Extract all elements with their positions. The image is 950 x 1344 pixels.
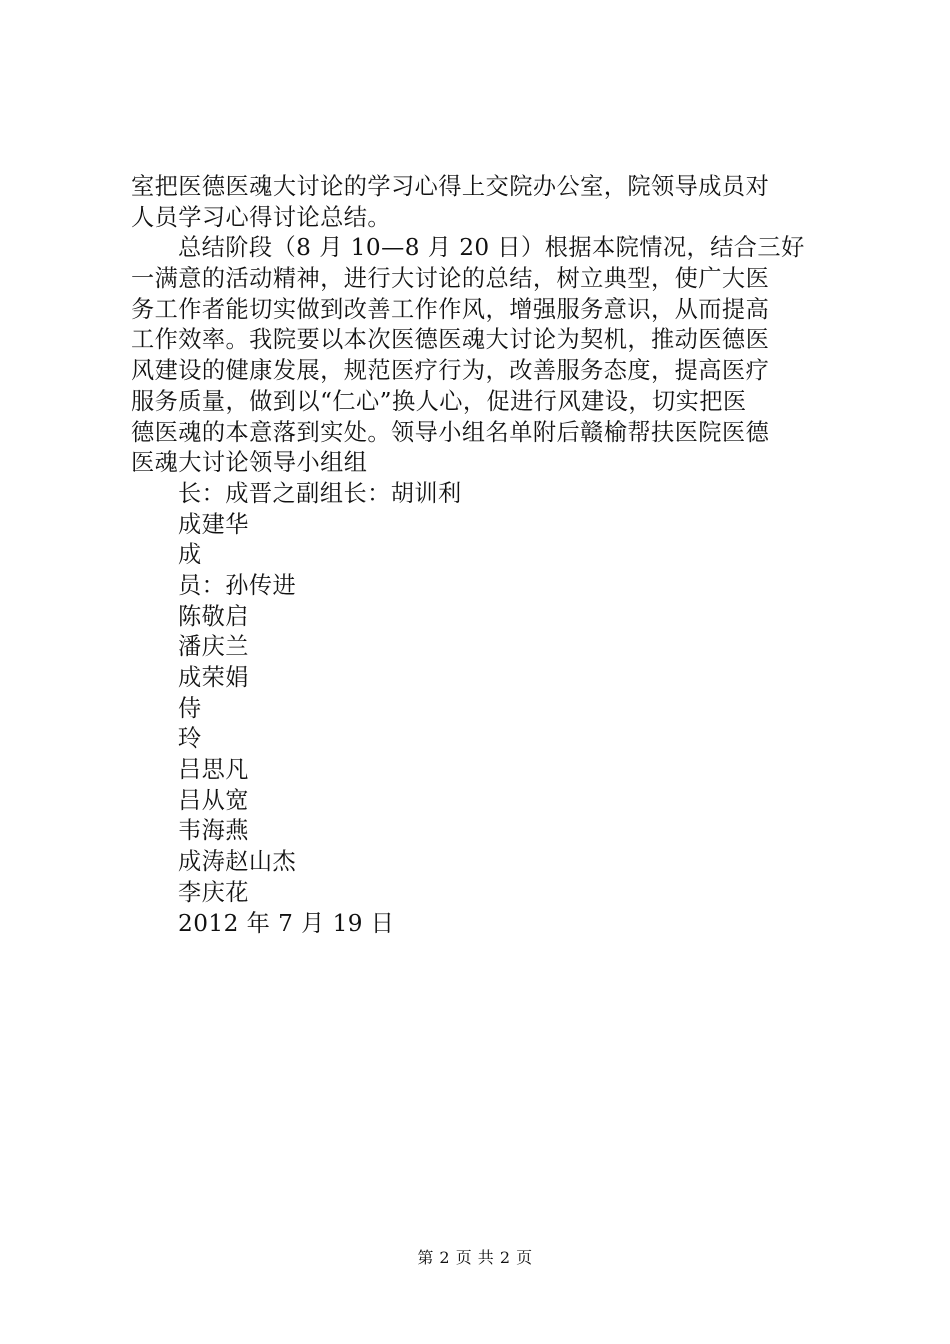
roster-line: 潘庆兰 [178,633,249,661]
paragraph-line: 总结阶段（8 月 10—8 月 20 日）根据本院情况，结合三好 [178,234,805,262]
roster-line: 吕思凡 [178,756,249,784]
roster-line: 吕从宽 [178,786,249,814]
roster-line: 侍 [178,694,202,722]
paragraph-line: 风建设的健康发展，规范医疗行为，改善服务态度，提高医疗 [131,357,770,385]
paragraph-line: 务工作者能切实做到改善工作作风，增强服务意识，从而提高 [131,295,770,323]
paragraph-line: 室把医德医魂大讨论的学习心得上交院办公室，院领导成员对 [131,173,770,200]
paragraph-line: 工作效率。我院要以本次医德医魂大讨论为契机，推动医德医 [131,326,770,354]
roster-line: 员：孙传进 [178,571,297,599]
document-body [131,172,831,939]
paragraph-line: 人员学习心得讨论总结。 [131,203,392,231]
roster-line: 陈敬启 [178,602,249,630]
roster-line: 韦海燕 [178,817,249,845]
roster-line: 成 [178,541,202,569]
page-footer: 第 2 页 共 2 页 [417,1248,533,1267]
roster-line: 玲 [178,725,202,753]
roster-line: 成涛赵山杰 [178,848,297,876]
roster-line: 长：成晋之副组长：胡训利 [178,479,462,507]
paragraph-line: 服务质量，做到以“仁心”换人心，促进行风建设，切实把医 [131,387,747,415]
paragraph-line: 德医魂的本意落到实处。领导小组名单附后赣榆帮扶医院医德 [131,418,770,446]
roster-line: 成建华 [178,510,249,538]
document-date: 2012 年 7 月 19 日 [178,909,395,937]
paragraph-line: 医魂大讨论领导小组组 [131,449,368,477]
paragraph-line: 一满意的活动精神，进行大讨论的总结，树立典型，使广大医 [131,265,770,293]
roster-line: 李庆花 [178,878,249,906]
roster-line: 成荣娟 [178,664,249,691]
